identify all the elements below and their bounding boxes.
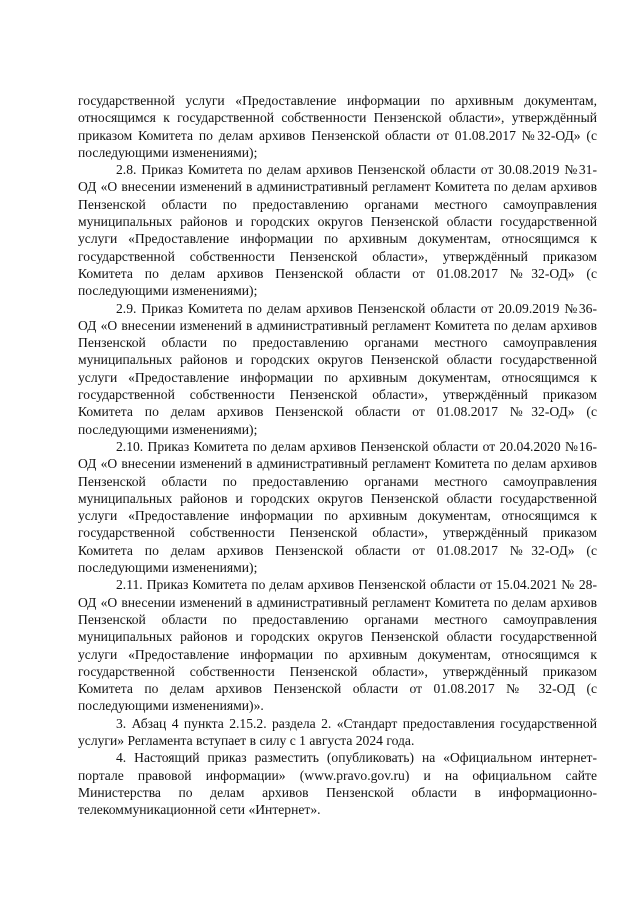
document-page <box>78 92 597 818</box>
paragraph-2-11: 2.11. Приказ Комитета по делам архивов Пензенской области от 15.04.2021 № 28-ОД «О внесении изменений в административный регламент Комитета по делам архивов Пензенской области по предоставлению органами местного самоуправления муниципальных районов и городских округов Пензенской области государственной услуги «Предоставление информации по архивным документам, относящимся к государственной собственности Пензенской области», утверждённый приказом Комитета по делам архивов Пензенской области от 01.08.2017 № 32-ОД (с последующими изменениями)». <box>78 577 597 714</box>
paragraph-2-9: 2.9. Приказ Комитета по делам архивов Пензенской области от 20.09.2019 №36-ОД «О внесении изменений в административный регламент Комитета по делам архивов Пензенской области по предоставлению органами местного самоуправления муниципальных районов и городских округов Пензенской области государственной услуги «Предоставление информации по архивным документам, относящимся к государственной собственности Пензенской области», утверждённый приказом Комитета по делам архивов Пензенской области от 01.08.2017 №32-ОД» (с последующими изменениями); <box>78 300 597 437</box>
paragraph-2-8: 2.8. Приказ Комитета по делам архивов Пензенской области от 30.08.2019 №31-ОД «О внесении изменений в административный регламент Комитета по делам архивов Пензенской области по предоставлению органами местного самоуправления муниципальных районов и городских округов Пензенской области государственной услуги «Предоставление информации по архивным документам, относящимся к государственной собственности Пензенской области», утверждённый приказом Комитета по делам архивов Пензенской области от 01.08.2017 №32-ОД» (с последующими изменениями); <box>78 162 597 299</box>
paragraph-2-10: 2.10. Приказ Комитета по делам архивов Пензенской области от 20.04.2020 №16-ОД «О внесении изменений в административный регламент Комитета по делам архивов Пензенской области по предоставлению органами местного самоуправления муниципальных районов и городских округов Пензенской области государственной услуги «Предоставление информации по архивным документам, относящимся к государственной собственности Пензенской области», утверждённый приказом Комитета по делам архивов Пензенской области от 01.08.2017 №32-ОД» (с последующими изменениями); <box>78 438 597 576</box>
paragraph-3: 3. Абзац 4 пункта 2.15.2. раздела 2. «Стандарт предоставления государственной услуги» Регламента вступает в силу с 1 августа 2024 года. <box>78 715 597 748</box>
paragraph-4: 4. Настоящий приказ разместить (опубликовать) на «Официальном интернет-портале правовой информации» (www.pravo.gov.ru) и на официальном сайте Министерства по делам архивов Пензенской области в информационно-телекоммуникационной сети «Интернет». <box>78 750 597 818</box>
paragraph-continuation: государственной услуги «Предоставление информации по архивным документам, относящимся к государственной собственности Пензенской области», утверждённый приказом Комитета по делам архивов Пензенской области от 01.08.2017 №32-ОД» (с последующими изменениями); <box>78 93 597 160</box>
